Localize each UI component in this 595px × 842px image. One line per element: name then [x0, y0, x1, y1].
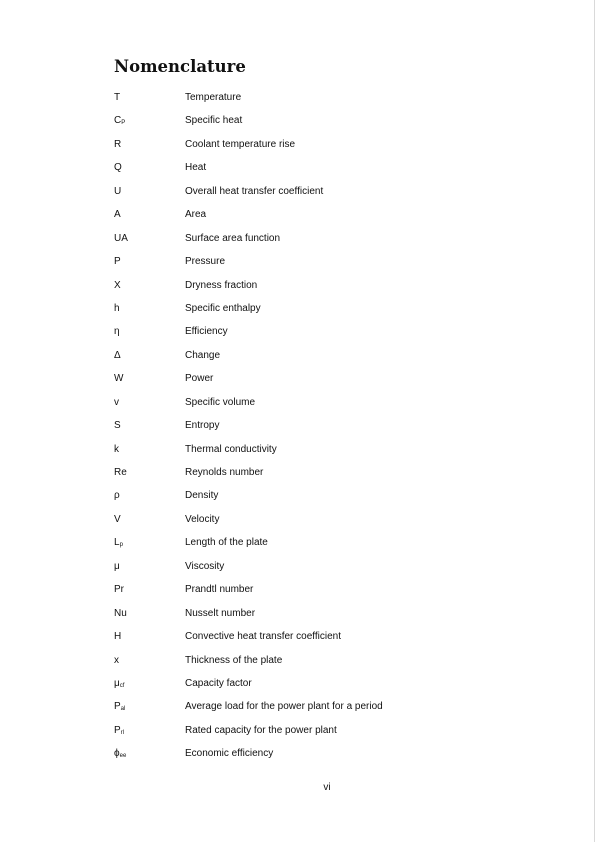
nomenclature-symbol: [114, 627, 121, 647]
nomenclature-row: [114, 604, 534, 627]
nomenclature-symbol: [114, 88, 120, 108]
nomenclature-symbol: [114, 604, 127, 624]
nomenclature-row: [114, 322, 534, 345]
nomenclature-definition: Capacity factor: [185, 677, 252, 689]
nomenclature-definition: Prandtl number: [185, 584, 254, 596]
symbol-base: ϕ: [114, 748, 120, 760]
nomenclature-symbol: [114, 276, 121, 296]
nomenclature-row: [114, 393, 534, 416]
symbol-base: x: [114, 654, 119, 666]
nomenclature-symbol: [114, 416, 121, 436]
symbol-base: h: [114, 302, 120, 314]
nomenclature-definition: Density: [185, 490, 219, 502]
symbol-base: T: [114, 92, 121, 103]
nomenclature-definition: Efficiency: [185, 326, 228, 338]
nomenclature-definition: Heat: [185, 162, 207, 174]
nomenclature-definition: Reynolds number: [185, 467, 264, 478]
nomenclature-definition: Specific volume: [185, 396, 256, 408]
symbol-base: ρ: [114, 490, 120, 502]
nomenclature-symbol: [114, 205, 121, 225]
nomenclature-symbol: [114, 158, 122, 178]
symbol-base: X: [114, 279, 121, 291]
nomenclature-list: [114, 88, 534, 768]
nomenclature-row: [114, 182, 534, 205]
page-title: Nomenclature: [114, 57, 246, 76]
symbol-subscript: ee: [119, 753, 127, 760]
symbol-base: P: [114, 724, 121, 736]
nomenclature-definition: Overall heat transfer coefficient: [185, 185, 324, 197]
nomenclature-symbol: [114, 182, 121, 202]
symbol-base: W: [114, 373, 124, 385]
nomenclature-row: [114, 135, 534, 158]
symbol-base: S: [114, 420, 121, 432]
nomenclature-definition: Average load for the power plant for a period: [185, 701, 383, 713]
symbol-subscript: al: [120, 706, 126, 713]
symbol-base: P: [114, 256, 121, 268]
nomenclature-symbol: [114, 557, 120, 577]
nomenclature-definition: Area: [185, 209, 207, 221]
nomenclature-row: [114, 651, 534, 674]
symbol-base: Q: [114, 162, 122, 174]
nomenclature-definition: Length of the plate: [185, 537, 268, 549]
page-number: vi: [323, 782, 331, 793]
symbol-base: A: [114, 209, 121, 221]
symbol-base: P: [114, 701, 121, 713]
symbol-base: H: [114, 631, 122, 643]
symbol-subscript: cf: [119, 682, 125, 689]
nomenclature-row: [114, 463, 534, 486]
nomenclature-row: [114, 744, 534, 767]
nomenclature-definition: Convective heat transfer coefficient: [185, 631, 342, 643]
nomenclature-row: [114, 510, 534, 533]
symbol-subscript: P: [121, 120, 126, 127]
nomenclature-definition: Velocity: [185, 513, 220, 525]
nomenclature-definition: Thickness of the plate: [185, 654, 283, 666]
nomenclature-row: [114, 721, 534, 744]
nomenclature-symbol: [114, 721, 124, 741]
nomenclature-symbol: [114, 486, 120, 506]
nomenclature-definition: Surface area function: [185, 232, 281, 244]
nomenclature-row: [114, 299, 534, 322]
nomenclature-symbol: [114, 299, 120, 319]
nomenclature-symbol: [114, 580, 124, 600]
nomenclature-row: [114, 158, 534, 181]
nomenclature-symbol: [114, 510, 121, 530]
symbol-base: U: [114, 185, 122, 197]
nomenclature-symbol: [114, 744, 126, 764]
nomenclature-row: [114, 557, 534, 580]
nomenclature-row: [114, 440, 534, 463]
symbol-base: η: [114, 326, 120, 338]
nomenclature-definition: Entropy: [185, 420, 220, 432]
symbol-base: k: [114, 443, 119, 455]
nomenclature-symbol: [114, 229, 128, 249]
nomenclature-symbol: [114, 440, 119, 460]
nomenclature-definition: Dryness fraction: [185, 279, 258, 291]
nomenclature-row: [114, 697, 534, 720]
nomenclature-symbol: [114, 111, 125, 131]
nomenclature-row: [114, 346, 534, 369]
symbol-base: Re: [114, 467, 127, 478]
nomenclature-definition: Coolant temperature rise: [185, 138, 296, 150]
nomenclature-symbol: [114, 252, 121, 272]
nomenclature-symbol: [114, 322, 120, 342]
symbol-base: μ: [114, 677, 120, 689]
nomenclature-row: [114, 276, 534, 299]
nomenclature-symbol: [114, 369, 123, 389]
symbol-base: R: [114, 138, 122, 150]
symbol-base: v: [114, 396, 119, 408]
nomenclature-symbol: [114, 135, 121, 155]
nomenclature-definition: Thermal conductivity: [185, 443, 277, 455]
symbol-base: UA: [114, 232, 128, 244]
nomenclature-symbol: [114, 393, 119, 413]
nomenclature-symbol: [114, 346, 121, 366]
nomenclature-row: [114, 88, 534, 111]
nomenclature-row: [114, 580, 534, 603]
nomenclature-row: [114, 369, 534, 392]
nomenclature-definition: Change: [185, 349, 221, 361]
nomenclature-row: [114, 111, 534, 134]
nomenclature-definition: Specific heat: [185, 115, 243, 127]
nomenclature-row: [114, 486, 534, 509]
symbol-base: L: [114, 537, 120, 549]
nomenclature-row: [114, 252, 534, 275]
nomenclature-definition: Pressure: [185, 256, 226, 268]
symbol-base: Δ: [114, 349, 121, 361]
nomenclature-symbol: [114, 697, 125, 717]
symbol-subscript: p: [119, 542, 123, 549]
nomenclature-definition: Power: [185, 373, 214, 385]
nomenclature-symbol: [114, 674, 124, 694]
nomenclature-row: [114, 533, 534, 556]
symbol-base: Nu: [114, 607, 127, 619]
symbol-base: V: [114, 513, 121, 525]
nomenclature-symbol: [114, 533, 123, 553]
nomenclature-definition: Economic efficiency: [185, 748, 274, 760]
nomenclature-definition: Viscosity: [185, 560, 225, 572]
nomenclature-row: [114, 229, 534, 252]
nomenclature-row: [114, 416, 534, 439]
nomenclature-symbol: [114, 651, 119, 671]
nomenclature-symbol: [114, 463, 127, 483]
nomenclature-row: [114, 674, 534, 697]
nomenclature-row: [114, 205, 534, 228]
nomenclature-row: [114, 627, 534, 650]
nomenclature-definition: Temperature: [185, 92, 242, 103]
nomenclature-definition: Specific enthalpy: [185, 302, 261, 314]
symbol-base: μ: [114, 560, 120, 572]
nomenclature-definition: Rated capacity for the power plant: [185, 724, 337, 736]
symbol-subscript: rl: [120, 729, 125, 736]
symbol-base: C: [114, 115, 122, 127]
nomenclature-definition: Nusselt number: [185, 607, 256, 619]
symbol-base: Pr: [114, 584, 124, 596]
